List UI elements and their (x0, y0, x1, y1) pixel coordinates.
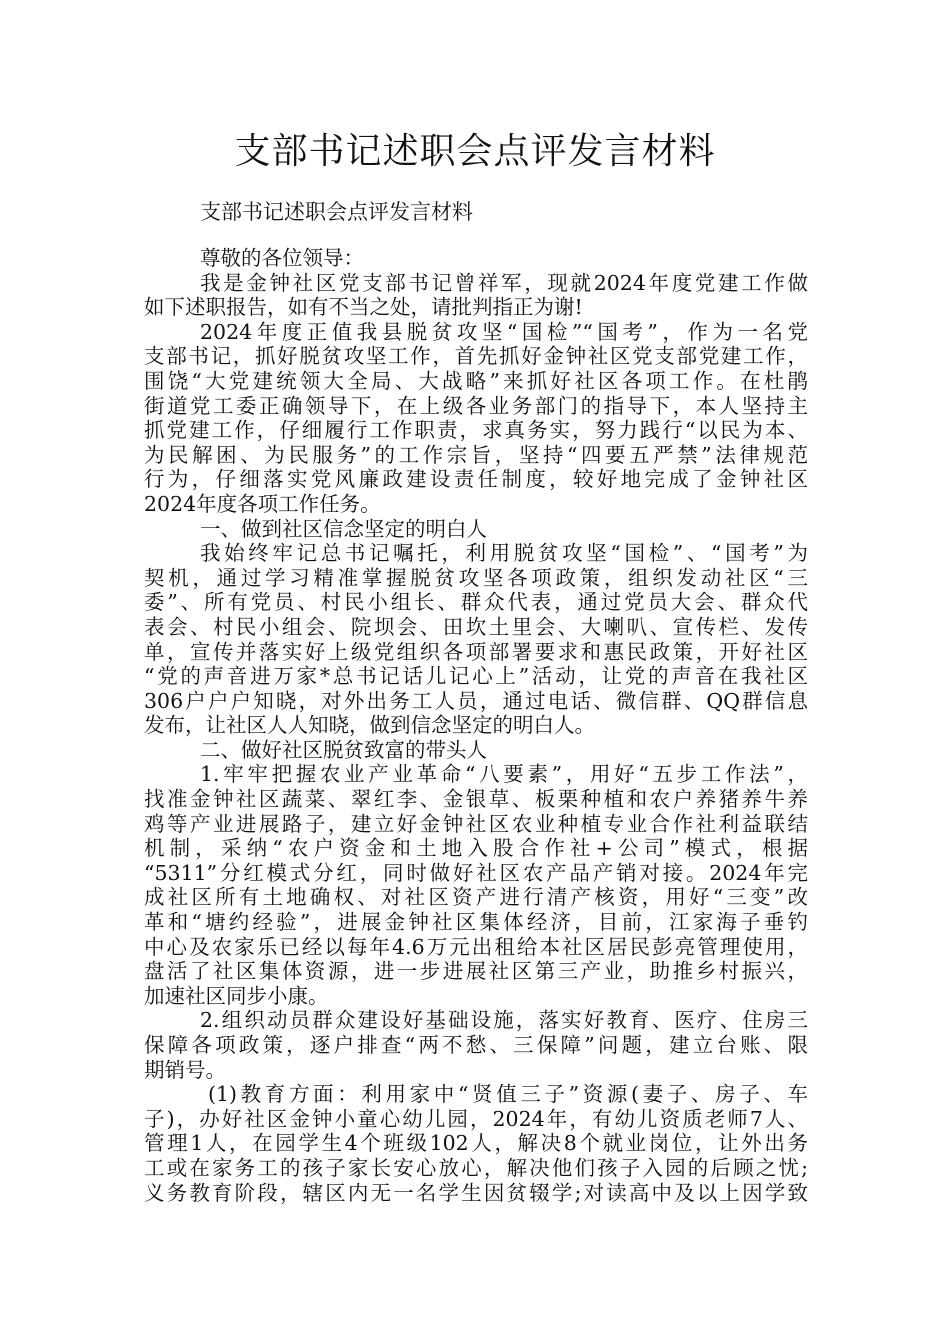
paragraph-line: 管理1人，在园学生4个班级102人，解决8个就业岗位，让外出务 (144, 1131, 808, 1156)
paragraph-line: 单，宣传并落实好上级党组织各项部署要求和惠民政策，开好社区 (144, 639, 808, 664)
paragraph-line: 期销号。 (144, 1057, 226, 1082)
paragraph-line: 义务教育阶段，辖区内无一名学生因贫辍学;对读高中及以上因学致 (144, 1180, 808, 1205)
paragraph-line: 中心及农家乐已经以每年4.6万元出租给本社区居民彭亮管理使用， (144, 934, 808, 959)
document-body (144, 246, 808, 1205)
paragraph-line: 革和“塘约经验”，进展金钟社区集体经济，目前，江家海子垂钓 (144, 910, 808, 935)
paragraph-line: 2024年度各项工作任务。 (144, 491, 381, 516)
document-title: 支部书记述职会点评发言材料 (234, 131, 716, 172)
salutation-line: 尊敬的各位领导： (200, 246, 364, 270)
paragraph-line: 委”、所有党员、村民小组长、群众代表，通过党员大会、群众代 (144, 590, 808, 615)
paragraph-line: 加速社区同步小康。 (144, 983, 329, 1008)
paragraph-line: 围饶“大党建统领大全局、大战略”来抓好社区各项工作。在杜鹃 (144, 368, 808, 393)
document-subtitle: 支部书记述职会点评发言材料 (200, 200, 473, 224)
paragraph-line: 我始终牢记总书记嘱托，利用脱贫攻坚“国检”、“国考”为 (200, 541, 808, 566)
paragraph-line: 2024年度正值我县脱贫攻坚“国检”“国考”，作为一名党 (200, 319, 808, 344)
paragraph-line: 鸡等产业进展路子，建立好金钟社区农业种植专业合作社利益联结 (144, 811, 808, 836)
paragraph-line: 306户户户知晓，对外出务工人员，通过电话、微信群、QQ群信息 (144, 688, 808, 713)
paragraph-line: 支部书记，抓好脱贫攻坚工作，首先抓好金钟社区党支部党建工作， (144, 344, 808, 369)
paragraph-line: 机制，采纳“农户资金和土地入股合作社+公司”模式，根据 (144, 836, 808, 861)
paragraph-line: 我是金钟社区党支部书记曾祥军，现就2024年度党建工作做 (200, 270, 808, 295)
paragraph-line: “党的声音进万家*总书记话儿记心上”活动，让党的声音在我社区 (144, 664, 808, 689)
paragraph-line: 1.牢牢把握农业产业革命“八要素”，用好“五步工作法”， (200, 762, 808, 787)
paragraph-line: 抓党建工作，仔细履行工作职责，求真务实，努力践行“以民为本、 (144, 418, 808, 443)
paragraph-line: 保障各项政策，逐户排查“两不愁、三保障”问题，建立台账、限 (144, 1033, 808, 1057)
paragraph-line: 如下述职报告，如有不当之处，请批判指正为谢! (144, 295, 583, 320)
paragraph-line: 契机，通过学习精准掌握脱贫攻坚各项政策，组织发动社区“三 (144, 565, 808, 590)
paragraph-line: 子)，办好社区金钟小童心幼儿园，2024年，有幼儿资质老师7人、 (144, 1106, 808, 1131)
section-heading: 一、做到社区信念坚定的明白人 (200, 516, 487, 541)
paragraph-line: “5311”分红模式分红，同时做好社区农产品产销对接。2024年完 (144, 860, 808, 885)
paragraph-line: 表会、村民小组会、院坝会、田坎土里会、大喇叭、宣传栏、发传 (144, 614, 808, 639)
paragraph-line: 为民解困、为民服务”的工作宗旨，坚持“四要五严禁”法律规范 (144, 442, 808, 467)
paragraph-line: 成社区所有土地确权、对社区资产进行清产核资，用好“三变”改 (144, 885, 808, 910)
paragraph-line: 工或在家务工的孩子家长安心放心，解决他们孩子入园的后顾之忧; (144, 1155, 808, 1180)
paragraph-line: 2.组织动员群众建设好基础设施，落实好教育、医疗、住房三 (200, 1008, 808, 1033)
paragraph-line: 行为，仔细落实党风廉政建设责任制度，较好地完成了金钟社区 (144, 467, 808, 492)
paragraph-line: (1)教育方面：利用家中“贤值三子”资源(妻子、房子、车 (208, 1082, 808, 1107)
paragraph-line: 发布，让社区人人知晓，做到信念坚定的明白人。 (144, 713, 595, 738)
paragraph-line: 盘活了社区集体资源，进一步进展社区第三产业，助推乡村振兴， (144, 959, 808, 984)
paragraph-line: 街道党工委正确领导下，在上级各业务部门的指导下，本人坚持主 (144, 393, 808, 418)
section-heading: 二、做好社区脱贫致富的带头人 (200, 737, 487, 762)
paragraph-line: 找准金钟社区蔬菜、翠红李、金银草、板栗种植和农户养猪养牛养 (144, 787, 808, 812)
